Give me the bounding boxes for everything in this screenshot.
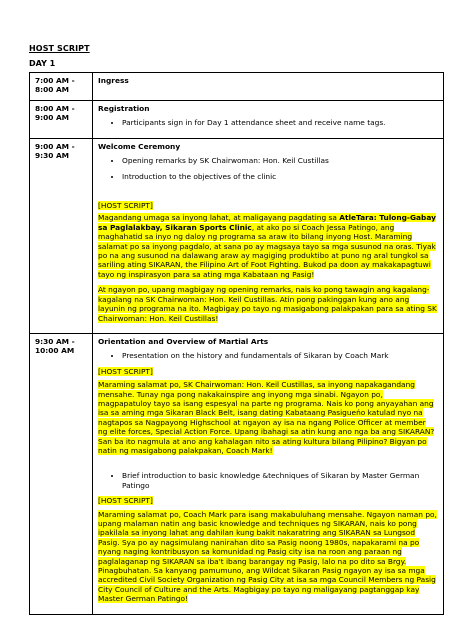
activity-cell xyxy=(93,101,444,139)
bullet-list xyxy=(98,351,437,360)
schedule-table xyxy=(29,72,444,615)
day-label: DAY 1 xyxy=(29,59,56,68)
list-item: • Brief introduction to basic knowledge &techniques of Sikaran by Master German Patingo xyxy=(122,471,437,490)
time-cell: 7:00 AM - 8:00 AM xyxy=(30,73,93,101)
time-cell: 9:30 AM - 10:00 AM xyxy=(30,333,93,614)
activity-cell xyxy=(93,73,444,101)
activity-heading: Orientation and Overview of Martial Arts xyxy=(98,336,269,346)
list-item: • Participants sign in for Day 1 attendance sheet and receive name tags. xyxy=(122,118,437,127)
bullet-list xyxy=(98,156,437,181)
host-script-tag: [HOST SCRIPT] xyxy=(98,366,153,376)
activity-heading: Ingress xyxy=(98,76,129,85)
activity-cell xyxy=(93,138,444,333)
script-paragraph: Magandang umaga sa inyong lahat, at maligayang pagdating sa AtleTara: Tulong-Gabay sa Paglalakbay, Sikaran Sports Clinic, at ako po si Coach Jessa Patingo, ang maghahatid sa inyo ng daloy ng programa sa araw ito bilang inyong Host. Maraming salamat po sa inyong pagdalo, at sana po ay magsaya tayo sa mga susunod na oras. Tiyak po na ang susunod na dalawang araw ay magiging produktibo at puno ng aral tungkol sa sariling ating SIKARAN, the Filipino Art of Foot Fighting. Bukod pa doon ay makakapagtuwi tayo ng inspirasyon para sa ating mga Kabataan ng Pasig! xyxy=(98,213,436,279)
script-paragraph: At ngayon po, upang magbigay ng opening remarks, nais ko pong tawagin ang kagalang-kagalang na SK Chairwoman: Hon. Keil Custillas. Atin pong pakinggan kung ano ang layunin ng programa na ito. Magbigay po tayo ng masigabong palakpakan para sa ating SK Chairwoman: Hon. Keil Custillas! xyxy=(98,285,437,323)
table-row xyxy=(30,138,444,333)
list-item: • Opening remarks by SK Chairwoman: Hon. Keil Custillas xyxy=(122,156,437,165)
activity-heading: Registration xyxy=(98,104,150,113)
host-script-tag: [HOST SCRIPT] xyxy=(98,496,153,506)
bullet-list xyxy=(98,471,437,490)
bullet-list xyxy=(98,118,437,127)
list-item: • Introduction to the objectives of the clinic xyxy=(122,172,437,181)
table-row xyxy=(30,101,444,139)
table-row xyxy=(30,333,444,614)
script-paragraph: Maraming salamat po, Coach Mark para isang makabuluhang mensahe. Ngayon naman po, upang malaman natin ang basic knowledge and techniques ng SIKARAN, nais ko pong ipakilala sa inyong lahat ang dahilan kung bakit nakaratring ang SIKARAN sa Lungsod Pasig. Sya po ay nagsimulang nanirahan dito sa Pasig noong 1980s, napakarami na po nyang naging kontribusyon sa komunidad ng Pasig city isa na roon ang paraan ng paglalaganap ng SIKARAN sa iba't ibang barangay ng Pasig, lalo na po dito sa Brgy. Pinagbuhatan. Sa kanyang pamumuno, ang Wildcat Sikaran Pasig ngayon ay isa sa mga accredited Civil Society Organization ng Pasig City at isa sa mga Council Members ng Pasig City Council of Culture and the Arts. Magbigay po tayo ng maligayang pagtanggap kay Master German Patingo! xyxy=(98,509,437,604)
time-cell: 9:00 AM - 9:30 AM xyxy=(30,138,93,333)
document-title: HOST SCRIPT xyxy=(29,44,90,53)
activity-cell xyxy=(93,333,444,614)
table-row xyxy=(30,73,444,101)
host-script-tag: [HOST SCRIPT] xyxy=(98,201,153,211)
list-item: • Presentation on the history and fundamentals of Sikaran by Coach Mark xyxy=(122,351,437,360)
script-paragraph: Maraming salamat po, SK Chairwoman: Hon. Keil Custillas, sa inyong napakagandang mensahe. Tunay nga pong nakakainspire ang inyong mga sinabi. Ngayon po, magpapatuloy tayo sa isang espesyal na parte ng programa. Nais ko pong anyayahan ang isa sa aming mga Sikaran Black Belt, isang dating Kabataang Pasigueńo katulad nyo na nagtapos sa Nagpayong Highschool at ngayon ay isa na ngang Police Officer at member ng elite forces, Special Action Force. Upang ibahagi sa atin kung ano nga ba ang SIKARAN? San ba ito nagmula at ano ang kahalagan nito sa ating kultura bilang Pilipino? Bigyan po natin ng masigabong palakpakan, Coach Mark! xyxy=(98,380,435,455)
activity-heading: Welcome Ceremony xyxy=(98,141,181,151)
time-cell: 8:00 AM - 9:00 AM xyxy=(30,101,93,139)
